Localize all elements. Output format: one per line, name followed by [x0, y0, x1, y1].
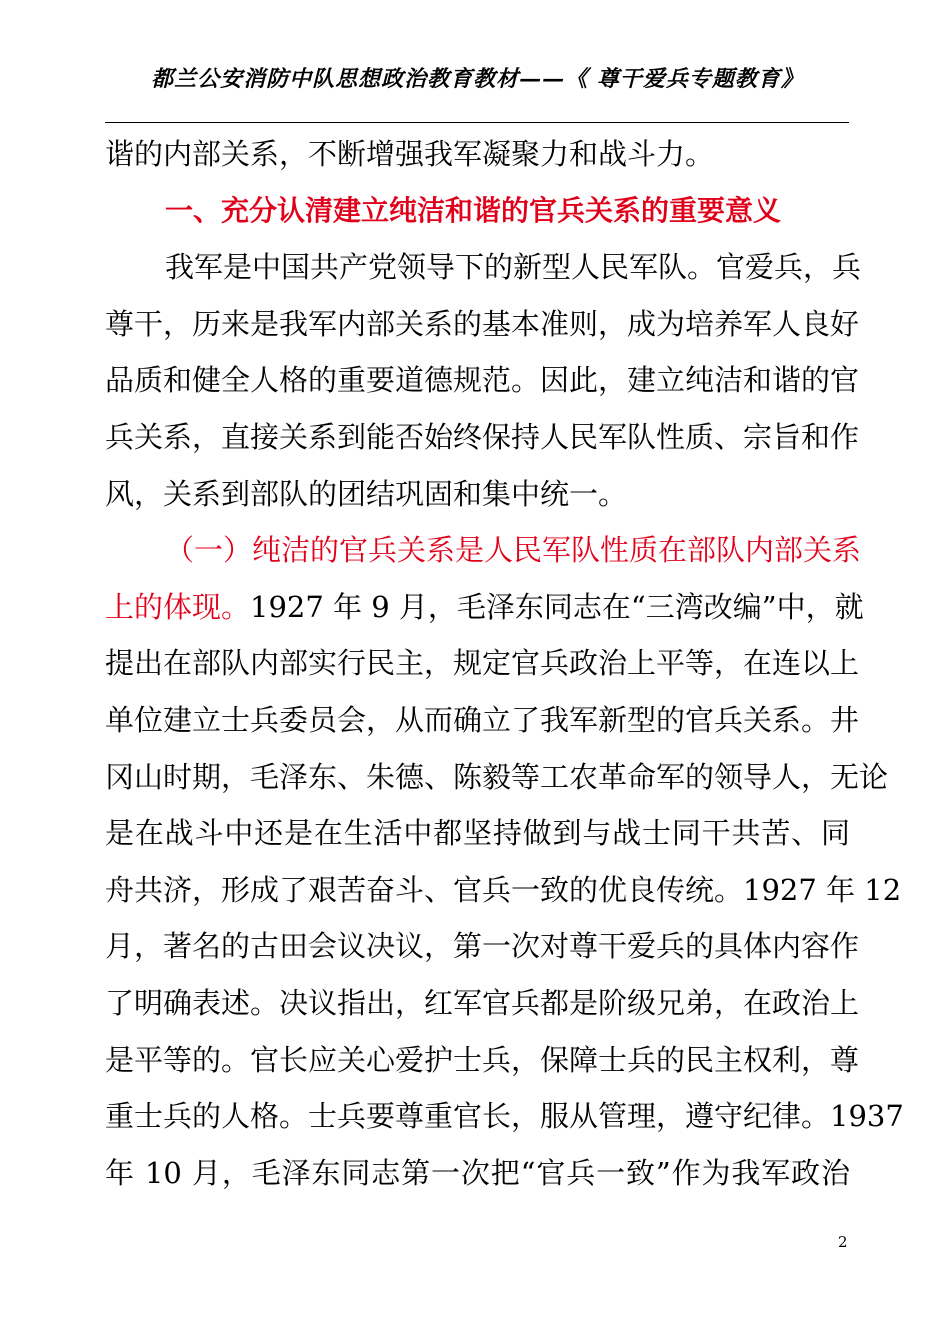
body-line: 单位建立士兵委员会，从而确立了我军新型的官兵关系。井	[105, 702, 860, 737]
body-line: 我军是中国共产党领导下的新型人民军队。官爱兵，兵	[165, 250, 862, 285]
document-body	[105, 126, 904, 1201]
body-line: 重士兵的人格。士兵要尊重官长，服从管理，遵守纪律。1937	[105, 1099, 904, 1134]
section-heading: 一、充分认清建立纯洁和谐的官兵关系的重要意义	[165, 193, 782, 227]
body-line: 了明确表述。决议指出，红军官兵都是阶级兄弟，在政治上	[105, 985, 860, 1020]
body-line: 谐的内部关系，不断增强我军凝聚力和战斗力。	[105, 137, 715, 171]
header-divider	[105, 122, 849, 123]
subsection-heading-end: 上的体现。	[105, 589, 251, 624]
body-line: 舟共济，形成了艰苦奋斗、官兵一致的优良传统。1927 年 12	[105, 872, 902, 907]
page-number: 2	[838, 1233, 848, 1251]
body-line: 兵关系，直接关系到能否始终保持人民军队性质、宗旨和作	[105, 419, 860, 454]
running-header: 都兰公安消防中队思想政治教育教材——《 尊干爱兵专题教育》	[151, 66, 804, 92]
body-text-run: 1927 年 9 月，毛泽东同志在“三湾改编”中，就	[250, 589, 864, 624]
body-line-mixed	[105, 579, 864, 636]
body-line: 提出在部队内部实行民主，规定官兵政治上平等，在连以上	[105, 646, 860, 681]
body-line: 月，著名的古田会议决议，第一次对尊干爱兵的具体内容作	[105, 929, 860, 964]
body-line: 是平等的。官长应关心爱护士兵，保障士兵的民主权利，尊	[105, 1042, 860, 1077]
body-line: 风，关系到部队的团结巩固和集中统一。	[105, 476, 628, 511]
body-line: 年 10 月，毛泽东同志第一次把“官兵一致”作为我军政治	[105, 1155, 850, 1190]
body-line: 品质和健全人格的重要道德规范。因此，建立纯洁和谐的官	[105, 363, 860, 398]
body-line: 尊干，历来是我军内部关系的基本准则，成为培养军人良好	[105, 306, 860, 341]
subsection-heading: （一）纯洁的官兵关系是人民军队性质在部队内部关系	[165, 533, 862, 568]
body-line: 冈山时期，毛泽东、朱德、陈毅等工农革命军的领导人，无论	[105, 759, 889, 794]
body-line: 是在战斗中还是在生活中都坚持做到与战士同干共苦、同	[105, 816, 850, 851]
